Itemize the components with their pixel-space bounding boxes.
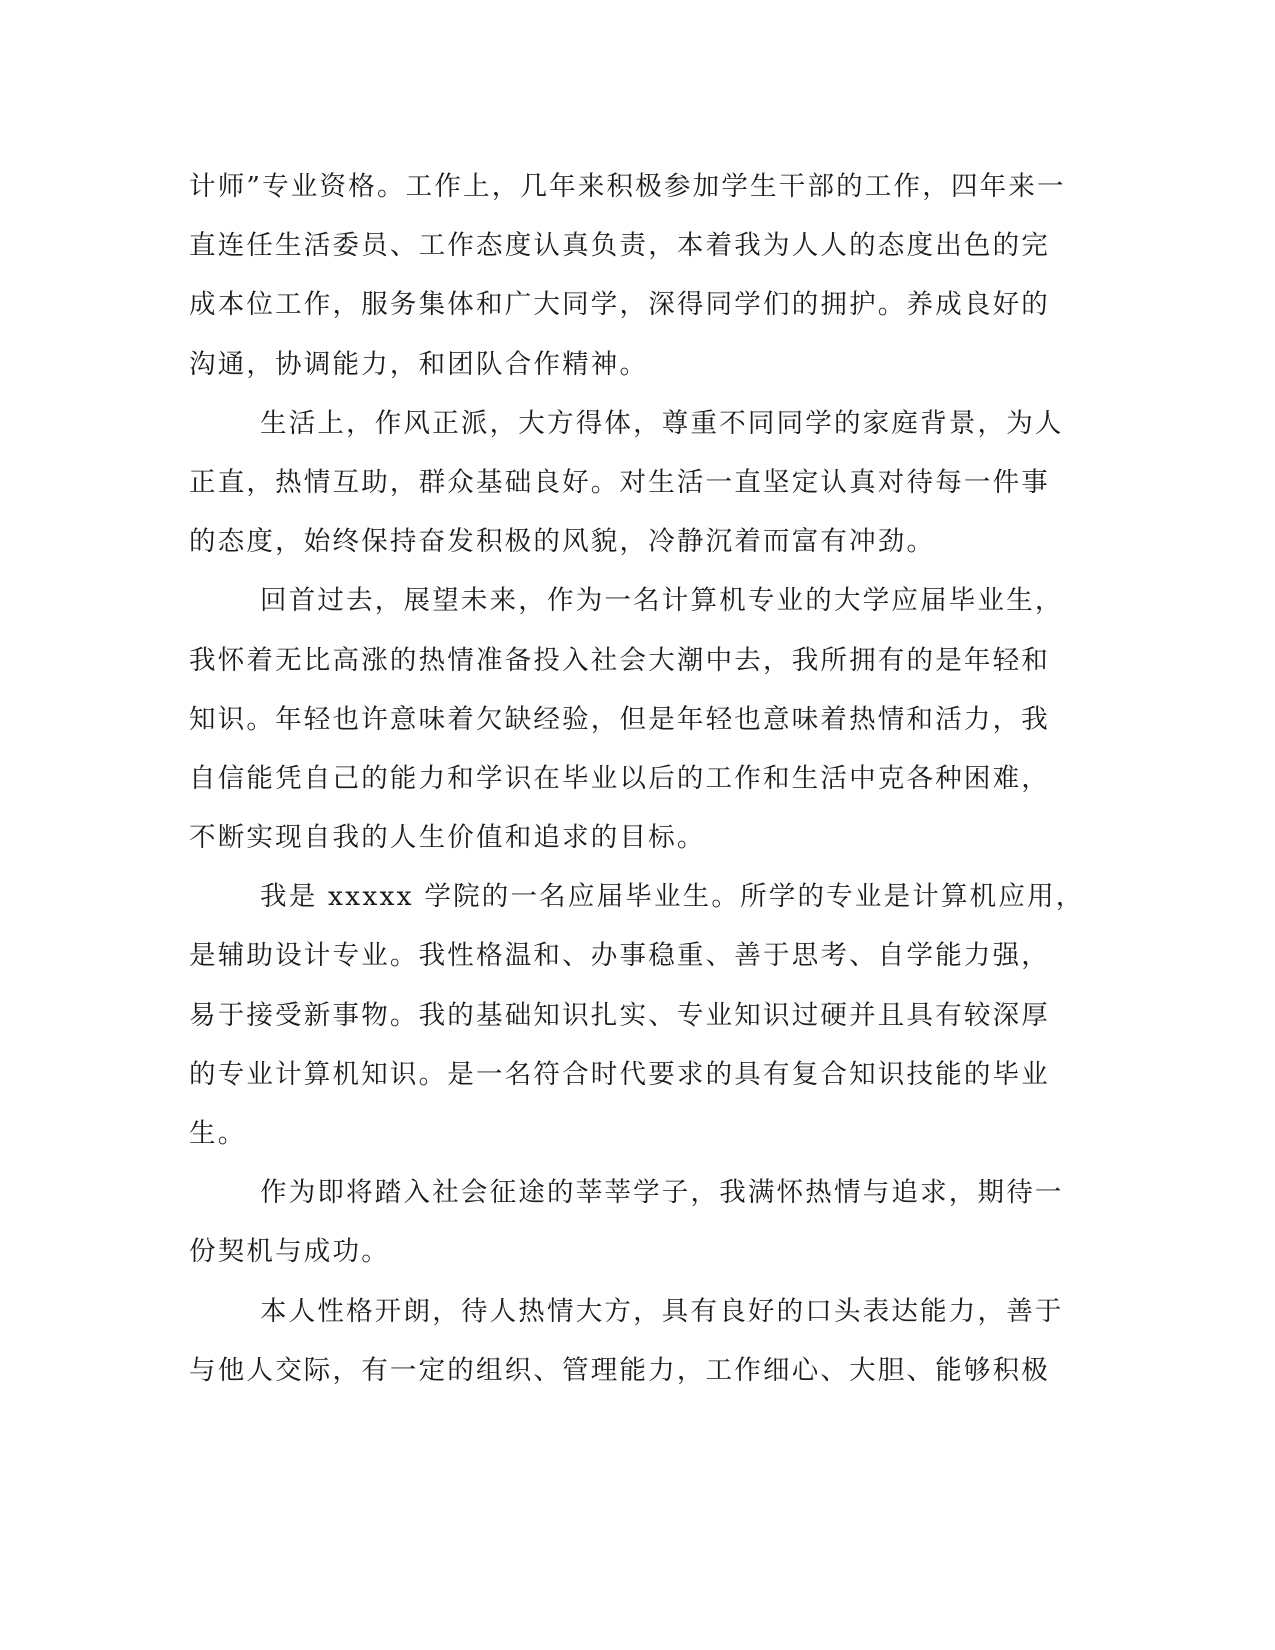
text-line: 生活上，作风正派，大方得体，尊重不同同学的家庭背景，为人 [260,407,1064,439]
text-line: 正直，热情互助，群众基础良好。对生活一直坚定认真对待每一件事 [189,466,1050,498]
text-line: 是辅助设计专业。我性格温和、办事稳重、善于思考、自学能力强， [189,940,1050,972]
text-line: 自信能凭自己的能力和学识在毕业以后的工作和生活中克各种困难， [189,762,1050,794]
text-line: 的态度，始终保持奋发积极的风貌，冷静沉着而富有冲劲。 [189,526,936,558]
text-line: 成本位工作，服务集体和广大同学，深得同学们的拥护。养成良好的 [189,289,1050,321]
text-line: 计师”专业资格。工作上，几年来积极参加学生干部的工作，四年来一 [189,171,1066,202]
text-line: 沟通，协调能力，和团队合作精神。 [189,348,649,380]
text-line: 我是 xxxxx 学院的一名应届毕业生。所学的专业是计算机应用， [260,881,1085,913]
text-line: 的专业计算机知识。是一名符合时代要求的具有复合知识技能的毕业 [189,1058,1050,1090]
text-line: 知识。年轻也许意味着欠缺经验，但是年轻也意味着热情和活力，我 [189,703,1050,735]
text-line: 我怀着无比高涨的热情准备投入社会大潮中去，我所拥有的是年轻和 [189,644,1050,676]
text-line: 直连任生活委员、工作态度认真负责，本着我为人人的态度出色的完 [189,230,1050,262]
text-line: 不断实现自我的人生价值和追求的目标。 [189,822,706,854]
text-line: 作为即将踏入社会征途的莘莘学子，我满怀热情与追求，期待一 [260,1177,1064,1209]
text-line: 本人性格开朗，待人热情大方，具有良好的口头表达能力，善于 [260,1295,1064,1327]
text-line: 易于接受新事物。我的基础知识扎实、专业知识过硬并且具有较深厚 [189,999,1050,1031]
body-text [189,157,1085,1400]
text-line: 与他人交际，有一定的组织、管理能力，工作细心、大胆、能够积极 [189,1354,1050,1386]
text-line: 回首过去，展望未来，作为一名计算机专业的大学应届毕业生， [260,585,1064,617]
text-line: 份契机与成功。 [189,1236,390,1268]
text-line: 生。 [189,1118,247,1149]
